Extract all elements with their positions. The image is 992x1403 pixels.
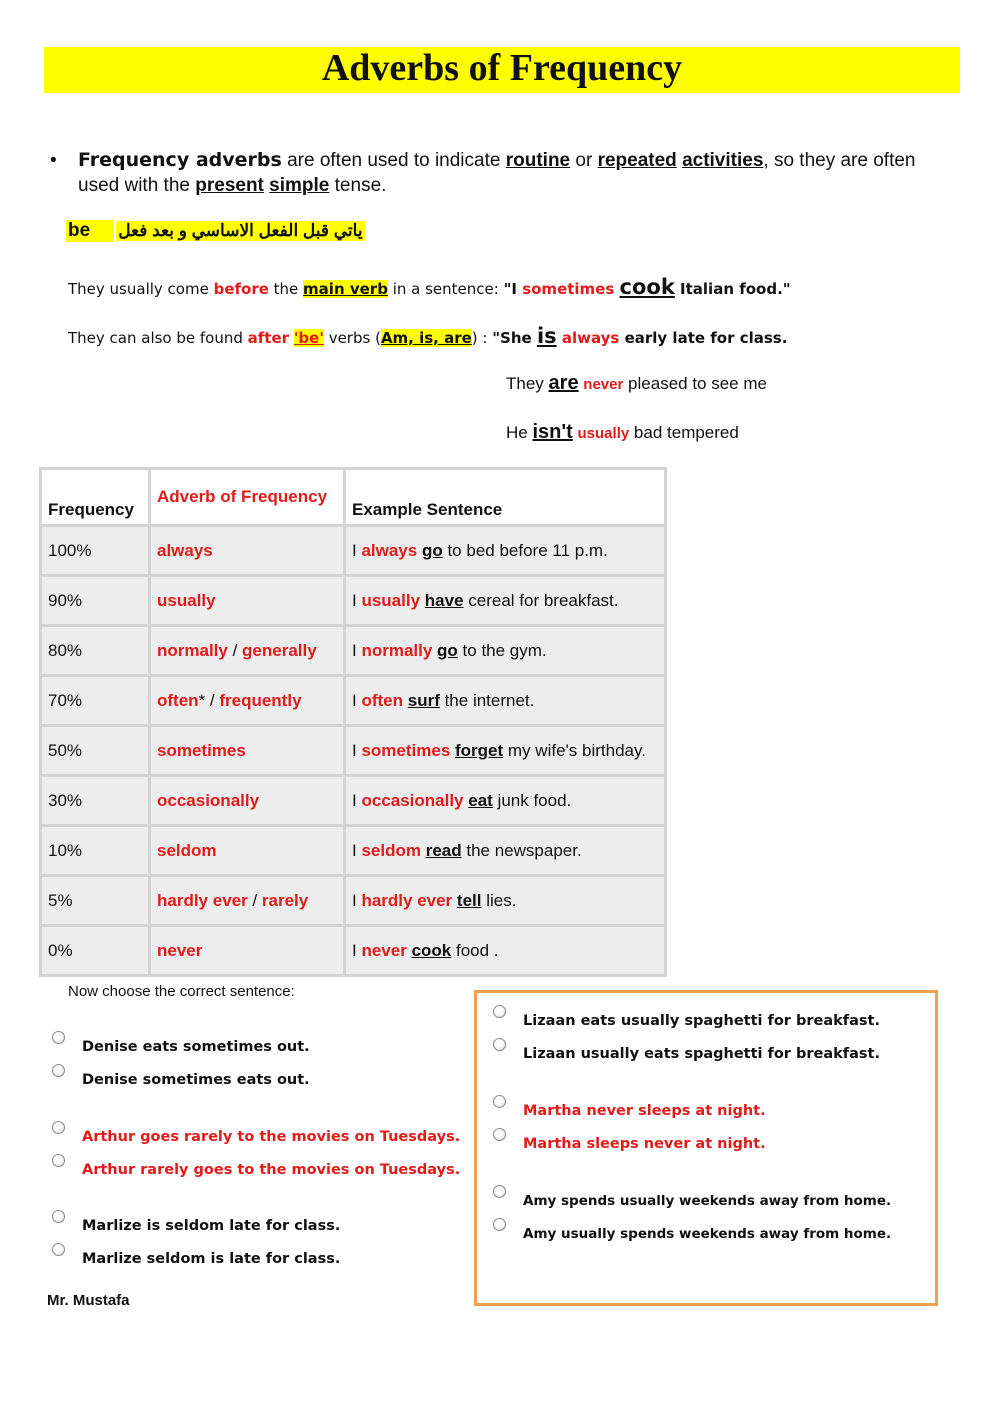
adverb: occasionally <box>157 790 260 810</box>
example-adverb: normally <box>361 640 433 660</box>
cell-frequency <box>42 624 151 674</box>
example-rest: to bed before 11 p.m. <box>442 540 608 560</box>
adverb: usually <box>157 590 216 610</box>
adverb: never <box>157 940 203 960</box>
example-adverb: hardly ever <box>361 890 453 910</box>
rule-text: They usually come <box>68 280 214 298</box>
adverb-alt: generally <box>242 640 317 660</box>
header-example: Example Sentence <box>346 470 664 524</box>
cell-example <box>346 524 664 574</box>
cell-example <box>346 824 664 874</box>
left-option-label[interactable]: Marlize is seldom late for class. <box>82 1218 341 1234</box>
frequency-value: 70% <box>48 690 83 710</box>
example-text: He <box>506 423 533 442</box>
right-option-label[interactable]: Amy spends usually weekends away from home. <box>523 1193 892 1209</box>
left-option-label[interactable]: Denise eats sometimes out. <box>82 1039 310 1055</box>
left-option-radio[interactable] <box>52 1243 65 1256</box>
bullet: • <box>50 150 57 171</box>
intro-text: tense. <box>329 175 387 196</box>
cell-adverb <box>151 924 346 974</box>
table-row <box>42 924 664 974</box>
cell-adverb <box>151 674 346 724</box>
signature: Mr. Mustafa <box>47 1292 130 1309</box>
example-adverb: seldom <box>361 840 421 860</box>
left-option-label[interactable]: Arthur goes rarely to the movies on Tuesdays. <box>82 1129 461 1145</box>
arabic-note: ياتي قبل الفعل الاساسي و بعد فعل <box>118 221 363 240</box>
right-option-label[interactable]: Martha never sleeps at night. <box>523 1103 766 1119</box>
example-adverb: usually <box>361 590 421 610</box>
right-option-radio[interactable] <box>493 1128 506 1141</box>
cell-example <box>346 874 664 924</box>
example-verb: go <box>421 540 443 560</box>
adverb: normally <box>157 640 228 660</box>
keyword-am-is-are: Am, is, are <box>380 329 472 347</box>
frequency-value: 5% <box>48 890 73 910</box>
word-activities: activities <box>682 150 764 171</box>
example-subject: I <box>352 640 362 660</box>
intro-paragraph <box>50 148 930 198</box>
example-text: They <box>506 374 549 393</box>
example-adverb: always <box>561 329 620 347</box>
example-text: "She <box>492 329 537 347</box>
word-routine: routine <box>505 150 571 171</box>
intro-lead: Frequency adverbs <box>78 149 282 171</box>
frequency-value: 100% <box>48 540 92 560</box>
example-subject: I <box>352 940 362 960</box>
example-adverb: never <box>583 376 624 393</box>
right-option-label[interactable]: Amy usually spends weekends away from home. <box>523 1226 892 1242</box>
frequency-value: 90% <box>48 590 83 610</box>
right-option-radio[interactable] <box>493 1005 506 1018</box>
rule-after-be <box>68 324 787 348</box>
frequency-value: 50% <box>48 740 83 760</box>
example-verb: are <box>548 372 579 394</box>
adverb: always <box>157 540 213 560</box>
rule-text: verbs ( <box>323 329 381 347</box>
example-verb: read <box>425 840 462 860</box>
keyword-main-verb: main verb <box>303 280 388 298</box>
table-row <box>42 574 664 624</box>
cell-example <box>346 674 664 724</box>
be-note <box>66 220 365 242</box>
right-option-radio[interactable] <box>493 1038 506 1051</box>
right-option-label[interactable]: Lizaan usually eats spaghetti for breakfast. <box>523 1046 880 1062</box>
example-subject: I <box>352 840 362 860</box>
example-adverb: sometimes <box>522 280 615 298</box>
example-rest: junk food. <box>492 790 572 810</box>
adverb-separator: * / <box>198 690 220 710</box>
example-verb: cook <box>411 940 452 960</box>
cell-example <box>346 724 664 774</box>
right-option-label[interactable]: Martha sleeps never at night. <box>523 1136 766 1152</box>
keyword-after: after <box>247 329 290 347</box>
left-option-radio[interactable] <box>52 1154 65 1167</box>
example-are-never <box>506 372 767 395</box>
left-option-radio[interactable] <box>52 1031 65 1044</box>
example-rest: food . <box>451 940 499 960</box>
be-label: be <box>66 220 114 242</box>
cell-frequency <box>42 724 151 774</box>
example-verb: eat <box>468 790 493 810</box>
cell-frequency <box>42 674 151 724</box>
rule-text: They can also be found <box>68 329 248 347</box>
intro-text: are often used to indicate <box>281 150 506 171</box>
right-option-radio[interactable] <box>493 1185 506 1198</box>
frequency-value: 30% <box>48 790 83 810</box>
keyword-be: 'be' <box>293 329 324 347</box>
adverb-separator: / <box>227 640 243 660</box>
table-row <box>42 774 664 824</box>
example-text: "I <box>503 280 523 298</box>
example-text: pleased to see me <box>623 374 767 393</box>
cell-adverb <box>151 824 346 874</box>
example-adverb: occasionally <box>361 790 464 810</box>
example-rest: lies. <box>481 890 517 910</box>
table-header-row <box>42 470 664 524</box>
right-option-radio[interactable] <box>493 1218 506 1231</box>
left-option-radio[interactable] <box>52 1121 65 1134</box>
example-rest: the newspaper. <box>461 840 582 860</box>
example-subject: I <box>352 790 362 810</box>
table-row <box>42 824 664 874</box>
example-verb: cook <box>619 275 675 299</box>
example-verb: surf <box>407 690 440 710</box>
cell-adverb <box>151 724 346 774</box>
right-option-radio[interactable] <box>493 1095 506 1108</box>
example-verb: is <box>536 324 557 348</box>
example-subject: I <box>352 540 362 560</box>
table-row <box>42 724 664 774</box>
example-rest: cereal for breakfast. <box>463 590 619 610</box>
example-verb: have <box>424 590 464 610</box>
intro-text: or <box>570 150 598 171</box>
cell-example <box>346 774 664 824</box>
rule-text: the <box>268 280 304 298</box>
word-present: present <box>195 175 264 196</box>
adverb: sometimes <box>157 740 246 760</box>
title-bar <box>44 47 960 93</box>
adverb: often <box>157 690 199 710</box>
cell-example <box>346 624 664 674</box>
example-subject: I <box>352 740 362 760</box>
cell-frequency <box>42 874 151 924</box>
example-text: bad tempered <box>629 423 739 442</box>
adverb-alt: rarely <box>261 890 309 910</box>
cell-frequency <box>42 524 151 574</box>
header-frequency: Frequency <box>42 470 151 524</box>
example-verb: forget <box>455 740 504 760</box>
frequency-table <box>39 467 667 977</box>
example-rest: my wife's birthday. <box>503 740 646 760</box>
left-option-label[interactable]: Marlize seldom is late for class. <box>82 1251 341 1267</box>
cell-frequency <box>42 824 151 874</box>
table-row <box>42 874 664 924</box>
example-verb: isn't <box>532 421 573 443</box>
example-verb: tell <box>456 890 482 910</box>
keyword-before: before <box>213 280 269 298</box>
cell-example <box>346 574 664 624</box>
example-isnt-usually <box>506 421 739 444</box>
cell-adverb <box>151 624 346 674</box>
frequency-value: 0% <box>48 940 73 960</box>
adverb: seldom <box>157 840 217 860</box>
cell-frequency <box>42 924 151 974</box>
left-option-radio[interactable] <box>52 1064 65 1077</box>
cell-example <box>346 924 664 974</box>
cell-adverb <box>151 874 346 924</box>
cell-adverb <box>151 524 346 574</box>
rule-before-main-verb <box>68 275 791 299</box>
example-subject: I <box>352 590 362 610</box>
header-adverb: Adverb of Frequency <box>151 470 346 524</box>
example-adverb: sometimes <box>361 740 451 760</box>
intro-text: , so they are often used with the <box>78 150 916 196</box>
adverb-separator: / <box>247 890 262 910</box>
adverb-alt: frequently <box>219 690 302 710</box>
page-title: Adverbs of Frequency <box>321 47 683 89</box>
rule-text: in a sentence: <box>387 280 504 298</box>
cell-frequency <box>42 574 151 624</box>
example-verb: go <box>437 640 458 660</box>
exercise-prompt: Now choose the correct sentence: <box>68 983 295 1000</box>
table-row <box>42 524 664 574</box>
cell-adverb <box>151 574 346 624</box>
example-rest: to the gym. <box>457 640 547 660</box>
example-adverb: often <box>361 690 403 710</box>
left-option-label[interactable]: Denise sometimes eats out. <box>82 1072 310 1088</box>
example-adverb: always <box>361 540 418 560</box>
adverb: hardly ever <box>157 890 248 910</box>
table-row <box>42 674 664 724</box>
example-rest: the internet. <box>439 690 535 710</box>
left-option-radio[interactable] <box>52 1210 65 1223</box>
right-option-label[interactable]: Lizaan eats usually spaghetti for breakfast. <box>523 1013 880 1029</box>
example-text: Italian food." <box>674 280 791 298</box>
table-row <box>42 624 664 674</box>
rule-text: ) : <box>471 329 493 347</box>
frequency-value: 10% <box>48 840 83 860</box>
example-adverb: never <box>361 940 407 960</box>
left-option-label[interactable]: Arthur rarely goes to the movies on Tuesdays. <box>82 1162 461 1178</box>
cell-frequency <box>42 774 151 824</box>
example-subject: I <box>352 890 362 910</box>
word-simple: simple <box>269 175 330 196</box>
example-text: early late for class. <box>619 329 788 347</box>
cell-adverb <box>151 774 346 824</box>
frequency-value: 80% <box>48 640 83 660</box>
word-repeated: repeated <box>597 150 677 171</box>
example-subject: I <box>352 690 362 710</box>
example-adverb: usually <box>577 425 630 442</box>
